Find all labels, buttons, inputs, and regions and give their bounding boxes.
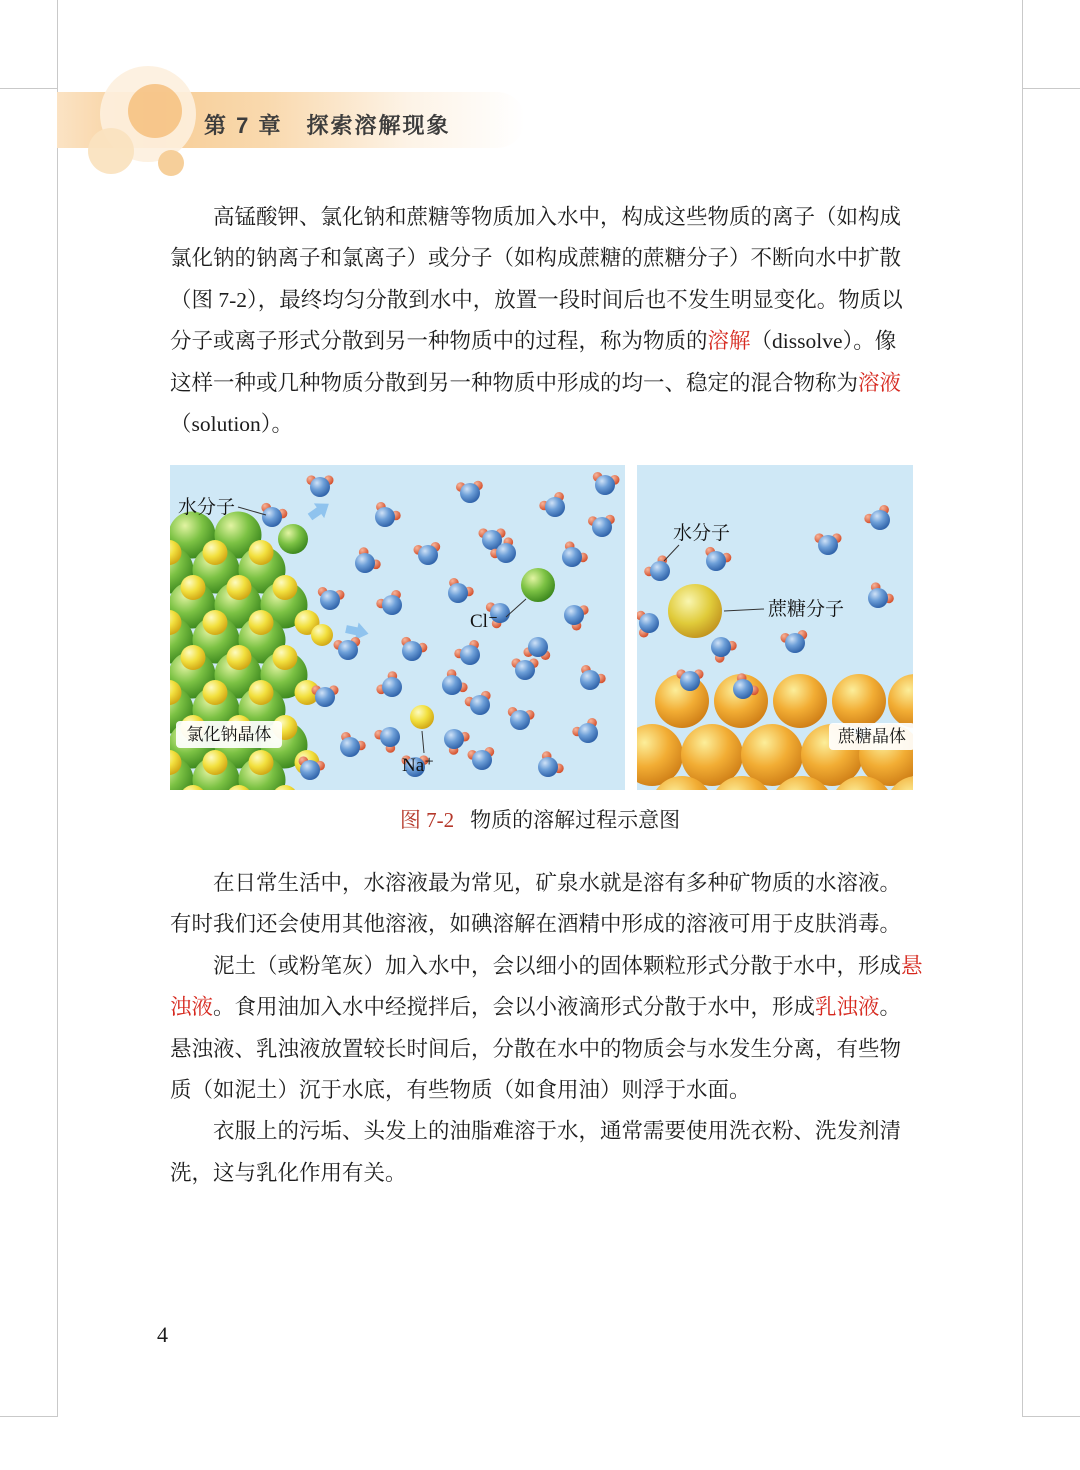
right-margin-rule — [1022, 0, 1023, 1417]
text-line: 氯化钠的钠离子和氯离子）或分子（如构成蔗糖的蔗糖分子）不断向水中扩散 — [170, 246, 902, 271]
figure-7-2 — [170, 465, 913, 790]
text-line: 有时我们还会使用其他溶液，如碘溶解在酒精中形成的溶液可用于皮肤消毒。 — [170, 912, 902, 937]
left-margin-rule — [57, 0, 58, 1417]
dissolution-figure-nacl-panel — [170, 465, 625, 790]
nacl-crystal-label: 氯化钠晶体 — [186, 725, 272, 744]
paragraph-block-1 — [170, 197, 914, 445]
text-line: 质（如泥土）沉于水底，有些物质（如食用油）则浮于水面。 — [170, 1077, 751, 1102]
chapter-title: 探索溶解现象 — [306, 113, 451, 138]
decorative-circle — [88, 128, 134, 174]
text-line: （solution）。 — [170, 411, 294, 436]
text-line: 分子或离子形式分散到另一种物质中的过程，称为物质的溶解（dissolve）。像 — [170, 329, 897, 354]
dissolving-sucrose-molecule — [668, 584, 722, 638]
figure-caption — [170, 804, 910, 834]
text-line: 这样一种或几种物质分散到另一种物质中形成的均一、稳定的混合物称为溶液 — [170, 370, 902, 395]
sucrose-molecule-label: 蔗糖分子 — [768, 599, 845, 620]
text-line: 在日常生活中，水溶液最为常见，矿泉水就是溶有多种矿物质的水溶液。 — [213, 871, 902, 895]
text-line: 泥土（或粉笔灰）加入水中，会以细小的固体颗粒形式分散于水中，形成悬 — [213, 953, 923, 978]
text-line: 衣服上的污垢、头发上的油脂难溶于水，通常需要使用洗衣粉、洗发剂清 — [213, 1119, 902, 1144]
bottom-right-tick — [1022, 1416, 1080, 1417]
decorative-circle — [158, 150, 184, 176]
text-line: （图 7-2），最终均匀分散到水中，放置一段时间后也不发生明显变化。物质以 — [170, 287, 903, 312]
dissolution-figure-sucrose-panel — [637, 465, 913, 790]
top-right-tick — [1022, 88, 1080, 89]
text-line: 浊液。食用油加入水中经搅拌后，会以小液滴形式分散于水中，形成乳浊液。 — [170, 995, 902, 1020]
paragraph-block-2 — [170, 863, 923, 1194]
page-number: 4 — [157, 1322, 168, 1347]
water-molecule-label: 水分子 — [178, 497, 236, 518]
text-line: 悬浊液、乳浊液放置较长时间后，分散在水中的物质会与水发生分离，有些物 — [170, 1036, 902, 1061]
chloride-ion-label: Cl⁻ — [470, 611, 498, 632]
sodium-ion-label: Na⁺ — [402, 755, 435, 776]
chapter-heading — [204, 109, 450, 140]
figure-number: 图 7-2 — [399, 808, 455, 832]
text-line: 洗，这与乳化作用有关。 — [170, 1160, 407, 1185]
top-left-tick — [0, 88, 58, 89]
chapter-number: 第 7 章 — [204, 113, 283, 138]
figure-caption-text: 物质的溶解过程示意图 — [470, 808, 681, 832]
bottom-left-tick — [0, 1416, 58, 1417]
text-line: 高锰酸钾、氯化钠和蔗糖等物质加入水中，构成这些物质的离子（如构成 — [213, 205, 902, 229]
water-molecule-label: 水分子 — [673, 523, 731, 544]
sucrose-crystal-label: 蔗糖晶体 — [838, 727, 906, 746]
decorative-circle — [128, 84, 182, 138]
